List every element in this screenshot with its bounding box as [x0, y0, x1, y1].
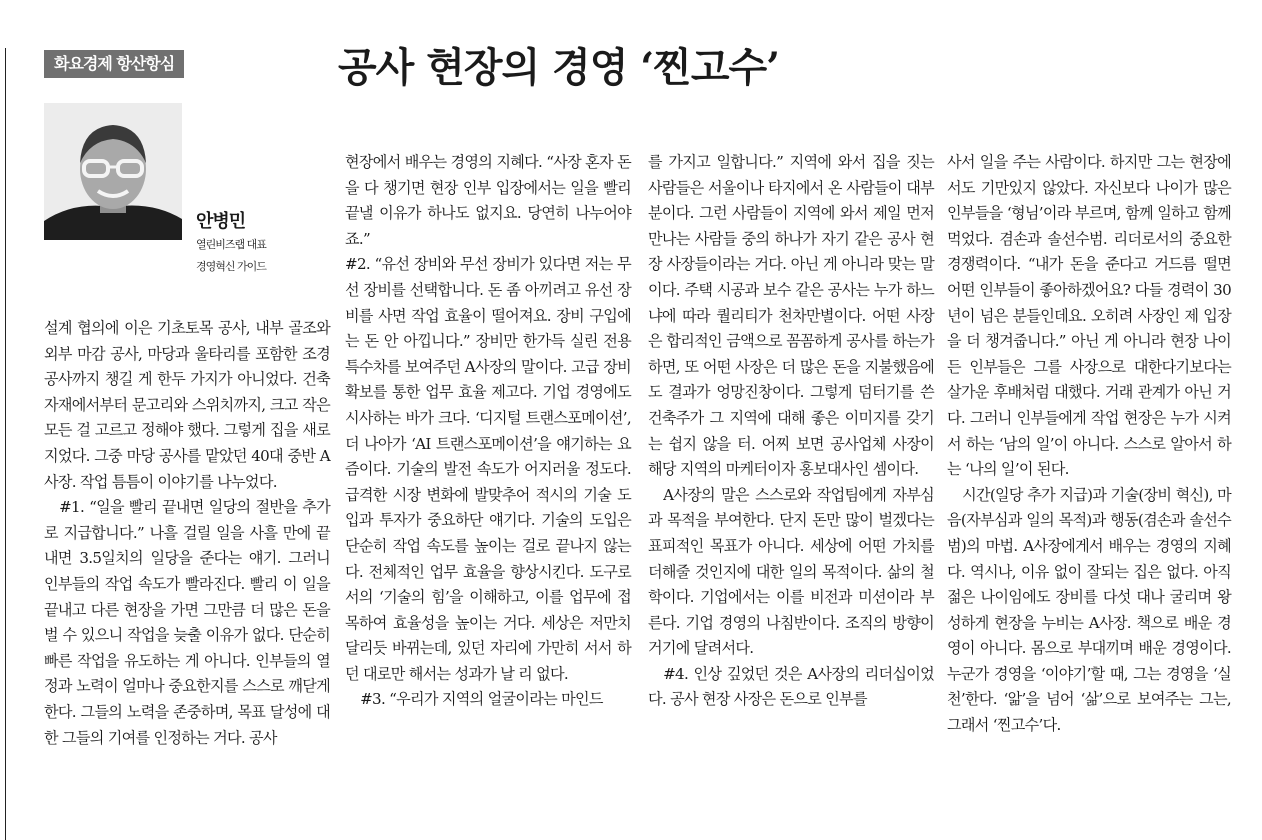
article-paragraph: 를 가지고 일합니다.” 지역에 와서 집을 짓는 사람들은 서울이나 타지에서 온 사람들이 대부분이다. 그런 사람들이 지역에 와서 제일 먼저 만나는 사람들 중의 하나가 자기 같은 공사 현장 사장들이라는 거다. 아닌 게 아니라 맞는 말이다. 주택 시공과 보수 같은 공사는 누가 하느냐에 따라 퀄리티가 천차만별이다. 어떤 사장은 합리적인 금액으로 꼼꼼하게 공사를 하는가 하면, 또 어떤 사장은 더 많은 돈을 지불했음에도 결과가 엉망진창이다. 그렇게 덤터기를 쓴 건축주가 그 지역에 대해 좋은 이미지를 갖기는 쉽지 않을 터. 어찌 보면 공사업체 사장이 해당 지역의 마케터이자 홍보대사인 셈이다.	[648, 153, 934, 479]
article-paragraph: A사장의 말은 스스로와 작업팀에게 자부심과 목적을 부여한다. 단지 돈만 많이 벌겠다는 표피적인 목표가 아니다. 세상에 어떤 가치를 더해줄 것인지에 대한 일의 목적이다. 삶의 철학이다. 기업에서는 이를 비전과 미션이라 부른다. 기업 경영의 나침반이다. 조직의 방향이 거기에 달려서다.	[648, 485, 934, 658]
article-paragraph: #2. “유선 장비와 무선 장비가 있다면 저는 무선 장비를 선택합니다. 돈 좀 아끼려고 유선 장비를 사면 작업 효율이 떨어져요. 장비 구입에는 돈 안 아낍니다.” 장비만 한가득 실린 전용 특수차를 보여주던 A사장의 말이다. 고급 장비 확보를 통한 업무 효율 제고다. 기업 경영에도 시사하는 바가 크다. ‘디지털 트랜스포메이션’, 더 나아가 ‘AI 트랜스포메이션’을 얘기하는 요즘이다. 기술의 발전 속도가 어지러울 정도다. 급격한 시장 변화에 발맞추어 적시의 기술 도입과 투자가 중요하단 얘기다. 기술의 도입은 단순히 작업 속도를 높이는 걸로 끝나지 않는다. 전체적인 업무 효율을 향상시킨다. 도구로서의 ‘기술의 힘’을 이해하고, 이를 업무에 접목하여 효율성을 높이는 거다. 세상은 저만치 달리듯 바뀌는데, 있던 자리에 가만히 서서 하던 대로만 해서는 성과가 날 리 없다.	[345, 255, 631, 683]
article-paragraph: #4. 인상 깊었던 것은 A사장의 리더십이었다. 공사 현장 사장은 돈으로 인부를	[648, 664, 934, 709]
author-name: 안병민	[196, 211, 246, 232]
article-paragraph: 시간(일당 추가 지급)과 기술(장비 혁신), 마음(자부심과 일의 목적)과 행동(겸손과 솔선수범)의 마법. A사장에게서 배우는 경영의 지혜다. 역시나, 이유 없이 잘되는 집은 없다. 아직 젊은 나이임에도 장비를 다섯 대나 굴리며 왕성하게 현장을 누비는 A사장. 책으로 배운 경영이 아니다. 몸으로 부대끼며 배운 경영이다. 누군가 경영을 ‘이야기’할 때, 그는 경영을 ‘실천’한다. ‘앎’을 넘어 ‘삶’으로 보여주는 그는, 그래서 ‘찐고수’다.	[947, 485, 1231, 735]
author-role-subtitle: 경영혁신 가이드	[196, 260, 266, 273]
article-column-2	[345, 150, 631, 713]
article-column-1	[44, 316, 330, 751]
article-paragraph: #3. “우리가 지역의 얼굴이라는 마인드	[360, 690, 603, 709]
headline: 공사 현장의 경영 ‘찐고수’	[338, 44, 780, 91]
section-tag: 화요경제 항산항심	[44, 50, 184, 78]
author-byline	[196, 210, 336, 278]
author-role-title: 열린비즈랩 대표	[196, 238, 266, 251]
article-paragraph: #1. “일을 빨리 끝내면 일당의 절반을 추가로 지급합니다.” 나흘 걸릴 일을 사흘 만에 끝내면 3.5일치의 일당을 준다는 얘기. 그러니 인부들의 작업 속도가 빨라진다. 빨리 이 일을 끝내고 다른 현장을 가면 그만큼 더 많은 돈을 벌 수 있으니 작업을 늦출 이유가 없다. 단순히 빠른 작업을 유도하는 게 아니다. 인부들의 열정과 노력이 얼마나 중요한지를 스스로 깨닫게 한다. 그들의 노력을 존중하며, 목표 달성에 대한 그들의 기여를 인정하는 거다. 공사	[44, 498, 330, 747]
article-column-3	[648, 150, 934, 713]
author-photo	[44, 103, 182, 240]
author-portrait-illustration	[44, 103, 182, 240]
article-column-4	[947, 150, 1231, 739]
article-paragraph: 현장에서 배우는 경영의 지혜다. “사장 혼자 돈을 다 챙기면 현장 인부 입장에서는 일을 빨리 끝낼 이유가 하나도 없지요. 당연히 나누어야죠.”	[345, 153, 631, 248]
left-column-rule	[5, 48, 6, 840]
article-paragraph: 설계 협의에 이은 기초토목 공사, 내부 골조와 외부 마감 공사, 마당과 울타리를 포함한 조경 공사까지 챙길 게 한두 가지가 아니었다. 건축 자재에서부터 문고리와 스위치까지, 크고 작은 모든 걸 고르고 정해야 했다. 그렇게 집을 새로 지었다. 그중 마당 공사를 맡았던 40대 중반 A사장. 작업 틈틈이 이야기를 나누었다.	[44, 319, 330, 491]
article-paragraph: 사서 일을 주는 사람이다. 하지만 그는 현장에서도 기만있지 않았다. 자신보다 나이가 많은 인부들을 ‘형님’이라 부르며, 함께 일하고 함께 먹었다. 겸손과 솔선수범. 리더로서의 중요한 경쟁력이다. “내가 돈을 준다고 거드름 떨면 어떤 인부들이 좋아하겠어요? 다들 경력이 30년이 넘은 분들인데요. 오히려 사장인 제 입장을 더 챙겨줍니다.” 아닌 게 아니라 현장 나이 든 인부들은 그를 사장으로 대한다기보다는 살가운 후배처럼 대했다. 거래 관계가 아닌 거다. 그러니 인부들에게 작업 현장은 누가 시켜서 하는 ‘남의 일’이 아니다. 스스로 알아서 하는 ‘나의 일’이 된다.	[947, 153, 1231, 479]
